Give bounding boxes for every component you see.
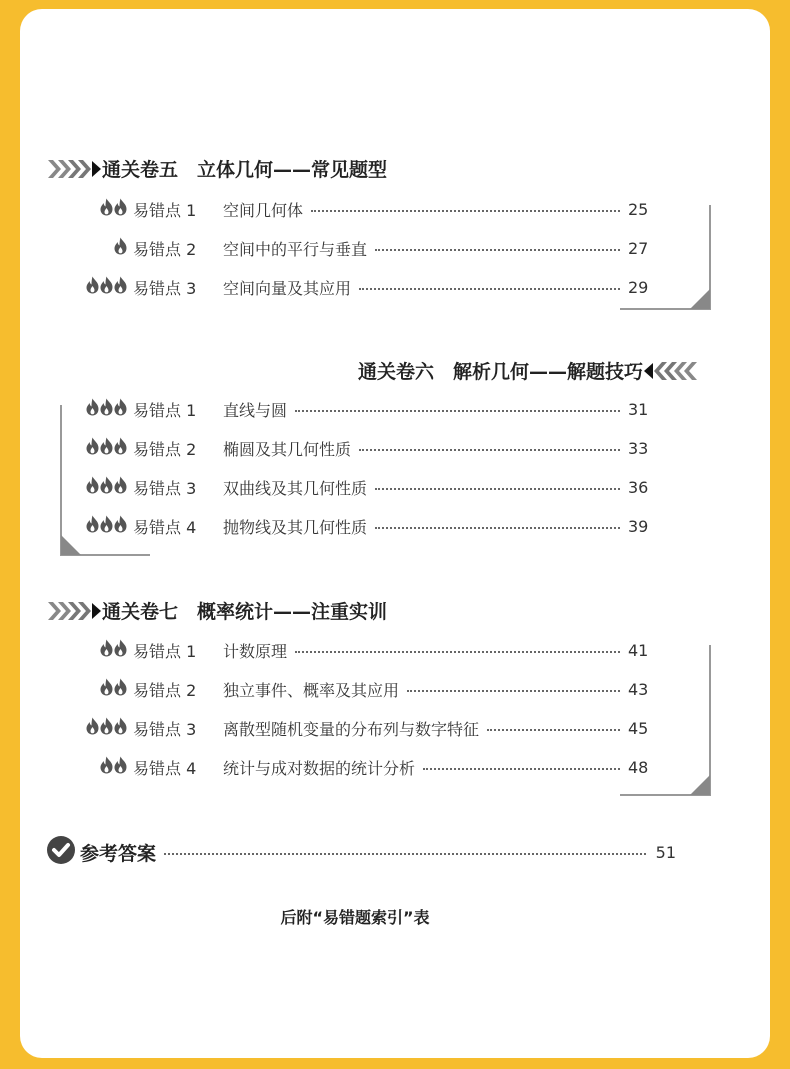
toc-entry[interactable] — [84, 197, 652, 221]
entry-topic: 离散型随机变量的分布列与数字特征 — [223, 719, 480, 739]
entry-label: 易错点 2 — [133, 239, 197, 259]
entry-label: 易错点 1 — [133, 400, 197, 420]
flame-icon — [85, 276, 100, 298]
dot-leader — [359, 288, 620, 290]
flame-icon — [99, 756, 114, 778]
flame-icon — [113, 717, 128, 739]
flame-icon — [99, 276, 114, 298]
dot-leader — [359, 449, 620, 451]
entry-topic: 空间向量及其应用 — [223, 278, 352, 298]
difficulty-flames — [84, 198, 128, 220]
section-title-5[interactable] — [46, 155, 387, 182]
page-number: 48 — [628, 757, 649, 777]
entry-label: 易错点 3 — [133, 278, 197, 298]
difficulty-flames — [84, 639, 128, 661]
page-number: 33 — [628, 438, 649, 458]
page-number: 27 — [628, 238, 649, 258]
toc-entry[interactable] — [84, 236, 652, 260]
toc-page — [20, 9, 770, 1058]
difficulty-flames — [84, 678, 128, 700]
dot-leader — [295, 651, 620, 653]
page-number: 31 — [628, 399, 649, 419]
entry-label: 易错点 2 — [133, 680, 197, 700]
chevron-right-icon — [46, 599, 102, 623]
page-number: 36 — [628, 477, 649, 497]
dot-leader — [375, 488, 620, 490]
corner-bracket — [618, 640, 714, 801]
toc-entry[interactable] — [84, 716, 652, 740]
dot-leader — [407, 690, 620, 692]
chevron-right-icon — [46, 157, 102, 181]
appendix-note: 后附“易错题索引”表 — [280, 908, 430, 927]
flame-icon — [113, 678, 128, 700]
entry-label: 易错点 2 — [133, 439, 197, 459]
corner-bracket — [58, 403, 154, 561]
flame-icon — [113, 198, 128, 220]
section-title-7[interactable] — [46, 597, 387, 624]
entry-topic: 统计与成对数据的统计分析 — [223, 758, 416, 778]
difficulty-flames — [84, 756, 128, 778]
entry-label: 易错点 1 — [133, 200, 197, 220]
flame-icon — [113, 639, 128, 661]
section-title-text: 通关卷七 概率统计——注重实训 — [102, 601, 388, 623]
flame-icon — [99, 717, 114, 739]
entry-label: 易错点 3 — [133, 478, 197, 498]
difficulty-flames — [84, 276, 128, 298]
answers-title: 参考答案 — [80, 842, 157, 865]
flame-icon — [99, 678, 114, 700]
entry-topic: 直线与圆 — [223, 400, 288, 420]
page-number: 45 — [628, 718, 649, 738]
flame-icon — [113, 756, 128, 778]
dot-leader — [311, 210, 620, 212]
chevron-left-icon — [643, 359, 699, 383]
page-number: 39 — [628, 516, 649, 536]
entry-label: 易错点 4 — [133, 517, 197, 537]
dot-leader — [423, 768, 620, 770]
answers-row[interactable] — [46, 835, 676, 869]
toc-entry[interactable] — [84, 755, 652, 779]
entry-label: 易错点 4 — [133, 758, 197, 778]
entry-topic: 抛物线及其几何性质 — [223, 517, 368, 537]
entry-topic: 空间几何体 — [223, 200, 304, 220]
flame-icon — [99, 639, 114, 661]
entry-topic: 椭圆及其几何性质 — [223, 439, 352, 459]
page-number: 25 — [628, 199, 649, 219]
flame-icon — [99, 198, 114, 220]
dot-leader — [375, 527, 620, 529]
section-title-text: 通关卷五 立体几何——常见题型 — [102, 159, 388, 181]
flame-icon — [85, 717, 100, 739]
dot-leader — [164, 853, 646, 855]
section-title-text: 通关卷六 解析几何——解题技巧 — [358, 361, 644, 383]
toc-entry[interactable] — [84, 638, 652, 662]
check-circle-icon — [46, 835, 76, 869]
page-number: 43 — [628, 679, 649, 699]
toc-entry[interactable] — [84, 475, 652, 499]
dot-leader — [375, 249, 620, 251]
entry-label: 易错点 1 — [133, 641, 197, 661]
toc-entry[interactable] — [84, 275, 652, 299]
toc-entry[interactable] — [84, 397, 652, 421]
difficulty-flames — [84, 717, 128, 739]
dot-leader — [487, 729, 620, 731]
entry-topic: 双曲线及其几何性质 — [223, 478, 368, 498]
entry-topic: 独立事件、概率及其应用 — [223, 680, 400, 700]
difficulty-flames — [84, 237, 128, 259]
flame-icon — [113, 237, 128, 259]
entry-topic: 空间中的平行与垂直 — [223, 239, 368, 259]
dot-leader — [295, 410, 620, 412]
toc-entry[interactable] — [84, 677, 652, 701]
section-title-6[interactable] — [358, 357, 699, 384]
entry-topic: 计数原理 — [223, 641, 288, 661]
entry-label: 易错点 3 — [133, 719, 197, 739]
page-number: 29 — [628, 277, 649, 297]
toc-entry[interactable] — [84, 514, 652, 538]
toc-entry[interactable] — [84, 436, 652, 460]
corner-bracket — [618, 203, 714, 315]
flame-icon — [113, 276, 128, 298]
page-number: 41 — [628, 640, 649, 660]
page-number: 51 — [655, 842, 676, 862]
